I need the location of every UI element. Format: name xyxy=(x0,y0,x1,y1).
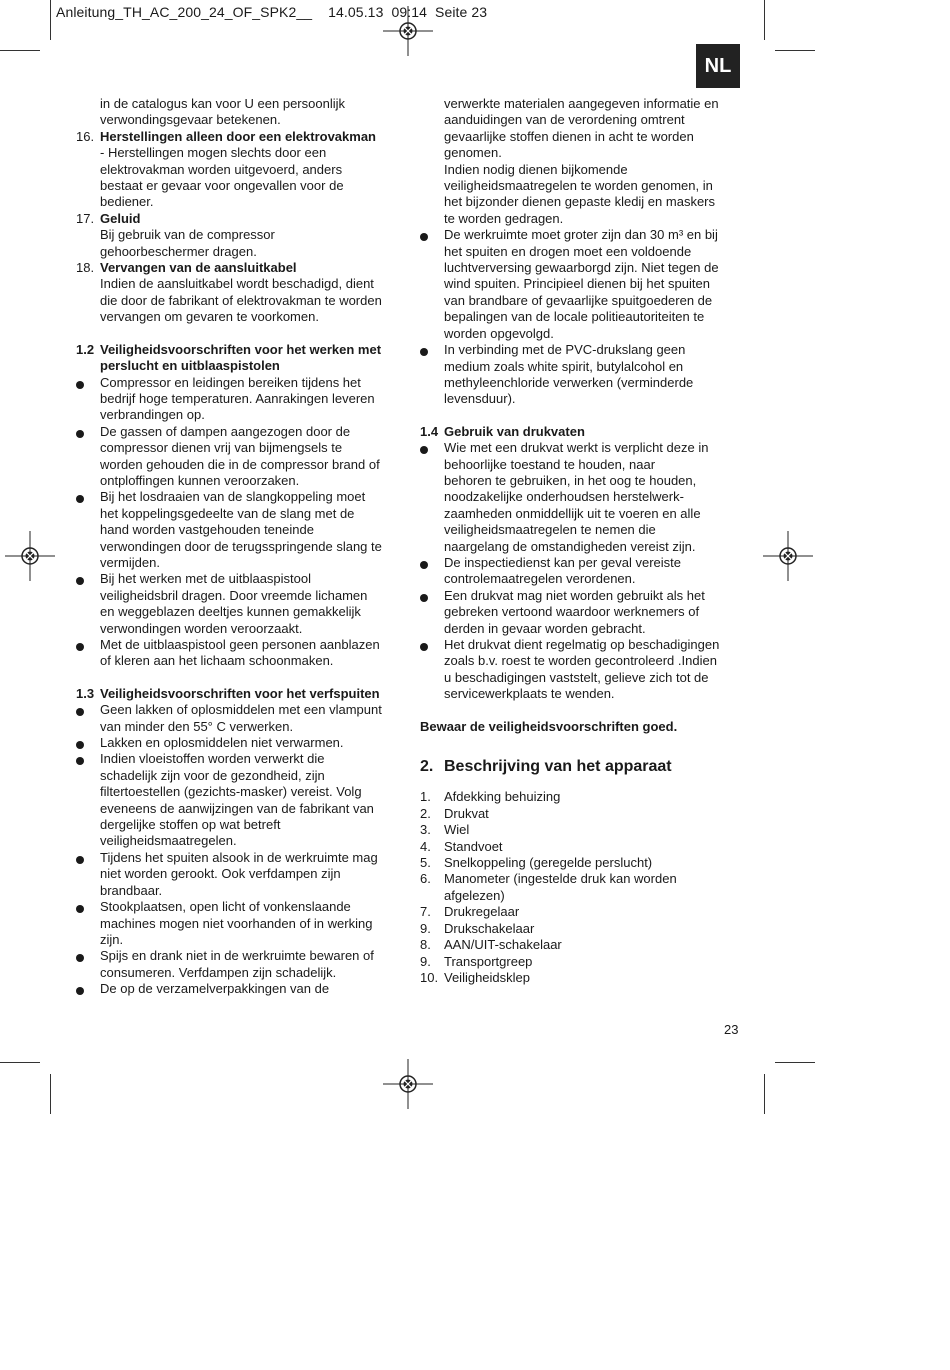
text-line: veiligheidsmaatregelen. xyxy=(100,833,237,849)
text-line: elektrovakman worden uitgevoerd, anders xyxy=(100,161,343,177)
text-line: of kleren aan het lichaam schoonmaken. xyxy=(100,653,334,669)
parts-list-item xyxy=(420,954,750,970)
text-line: naargelang de omstandigheden vereist zijn. xyxy=(444,538,696,554)
text-line: De op de verzamelverpakkingen van de xyxy=(100,981,330,997)
item-number: 9. xyxy=(420,953,431,969)
parts-list-item xyxy=(420,789,750,805)
item-title: Vervangen van de aansluitkabel xyxy=(100,260,297,276)
section-title: Gebruik van drukvaten xyxy=(444,423,585,439)
part-name: Drukregelaar xyxy=(444,904,520,920)
section-number: 1.2 xyxy=(76,341,95,357)
text-line: verwondingen door de terugsspringende slang te xyxy=(100,538,382,554)
text-line: Tijdens het spuiten alsook in de werkruimte mag xyxy=(100,849,378,865)
text-line: De werkruimte moet groter zijn dan 30 m³ en bij xyxy=(444,227,718,243)
text-line: bepalingen van de locale politieautoriteiten te xyxy=(444,309,705,325)
header-date: 14.05.13 xyxy=(328,4,384,20)
text-line: behoren te gebruiken, in het oog te houden, xyxy=(444,472,697,488)
text-line: verwondingsgevaar betekenen. xyxy=(100,112,281,128)
header-page-label: Seite 23 xyxy=(435,4,488,20)
item-number: 16. xyxy=(76,128,95,144)
text-line: schadelijk zijn voor de gezondheid, zijn xyxy=(100,767,325,783)
bullet-icon xyxy=(76,375,100,424)
text-line: Een drukvat mag niet worden gebruikt als het xyxy=(444,587,705,603)
text-line: eveneens de aanwijzingen van de fabrikant van xyxy=(100,800,374,816)
part-name: Wiel xyxy=(444,822,470,838)
text-line: bediener. xyxy=(100,194,154,210)
bullet-icon xyxy=(76,751,100,849)
part-name: Drukschakelaar xyxy=(444,920,535,936)
numbered-item xyxy=(76,129,396,211)
text-line: controlemaatregelen verordenen. xyxy=(444,571,636,587)
part-name: Veiligheidsklep xyxy=(444,969,531,985)
bullet-icon xyxy=(420,342,444,408)
bullet-icon xyxy=(76,735,100,751)
item-number: 5. xyxy=(420,855,431,871)
bullet-icon xyxy=(420,637,444,703)
bullet-item xyxy=(76,948,396,981)
text-line: Bij gebruik van de compressor xyxy=(100,227,275,243)
parts-list-item xyxy=(420,937,750,953)
bullet-icon xyxy=(76,571,100,637)
text-line: bestaat er gevaar voor ongevallen voor de xyxy=(100,178,344,194)
text-line: Stookplaatsen, open licht of vonkenslaande xyxy=(100,899,351,915)
page-number: 23 xyxy=(724,1022,739,1037)
text-line: niet worden gerookt. Ook verfdampen zijn xyxy=(100,866,341,882)
bullet-item xyxy=(76,702,396,735)
bullet-item xyxy=(420,637,750,703)
text-line: verbrandingen op. xyxy=(100,407,205,423)
parts-list-item xyxy=(420,839,750,855)
item-number: 8. xyxy=(420,937,431,953)
text-line: consumeren. Verfdampen zijn schadelijk. xyxy=(100,964,337,980)
text-line: vermijden. xyxy=(100,554,160,570)
bullet-icon xyxy=(420,227,444,342)
text-line: u beschadigingen vaststelt, gelieve zich tot de xyxy=(444,669,709,685)
registration-mark-icon xyxy=(383,1059,433,1109)
text-line: Compressor en leidingen bereiken tijdens het xyxy=(100,374,361,390)
text-line: Geen lakken of oplosmiddelen met een vlampunt xyxy=(100,702,382,718)
bullet-icon xyxy=(420,555,444,588)
numbered-item xyxy=(76,260,396,326)
text-line: verwerkte materialen aangegeven informatie en xyxy=(444,96,719,111)
bullet-icon xyxy=(76,948,100,981)
text-line: zijn. xyxy=(100,931,124,947)
continuation-paragraph xyxy=(420,96,750,227)
text-line: gevaarlijke stoffen dienen in acht te worden xyxy=(444,128,694,144)
section-heading-1-4 xyxy=(420,424,750,440)
parts-list-item xyxy=(420,855,750,871)
item-number: 6. xyxy=(420,871,431,887)
bullet-item xyxy=(420,440,750,555)
section-title: Beschrijving van het apparaat xyxy=(444,758,672,776)
item-number: 3. xyxy=(420,822,431,838)
text-line: medium zoals white spirit, butylalcohol en xyxy=(444,358,684,374)
text-line: Indien vloeistoffen worden verwerkt die xyxy=(100,751,325,767)
text-line: noodzakelijke onderhoudsen herstelwerk- xyxy=(444,489,684,505)
part-name: Afdekking behuizing xyxy=(444,789,561,805)
bullet-icon xyxy=(76,981,100,997)
text-line: worden opgevolgd. xyxy=(444,325,554,341)
crop-mark xyxy=(775,1062,815,1063)
text-line: het spuiten en drogen moet een voldoende xyxy=(444,243,692,259)
part-name: Drukvat xyxy=(444,805,489,821)
text-line: het bijzonder dienen gepaste kledij en maskers xyxy=(444,194,716,210)
part-name: afgelezen) xyxy=(444,887,505,903)
text-line: die door de fabrikant of elektrovakman te worden xyxy=(100,292,382,308)
text-line: het koppelingsgedeelte van de slang met de xyxy=(100,505,355,521)
part-name: Snelkoppeling (geregelde perslucht) xyxy=(444,855,653,871)
bullet-item xyxy=(76,899,396,948)
text-line: - Herstellingen mogen slechts door een xyxy=(100,145,327,161)
text-line: veiligheidsmaatregelen te worden genomen, in xyxy=(444,178,713,194)
bullet-icon xyxy=(420,588,444,637)
text-line: Wie met een drukvat werkt is verplicht deze in xyxy=(444,440,709,456)
bullet-item xyxy=(420,555,750,588)
section-heading-1-3 xyxy=(76,686,396,702)
crop-mark xyxy=(50,0,51,40)
text-line: Bij het werken met de uitblaaspistool xyxy=(100,571,312,587)
text-line: bedrijf hoge temperaturen. Aanrakingen leveren xyxy=(100,390,375,406)
text-line: ontploffingen kunnen veroorzaken. xyxy=(100,472,300,488)
left-column xyxy=(76,96,396,998)
bullet-item xyxy=(76,489,396,571)
text-line: gebreken vertoond waardoor werknemers of xyxy=(444,604,700,620)
section-number: 2. xyxy=(420,758,434,776)
text-line: veiligheidsbril dragen. Door vreemde lichamen xyxy=(100,587,368,603)
text-line: vervangen om gevaren te voorkomen. xyxy=(100,309,319,325)
bullet-icon xyxy=(420,440,444,555)
crop-mark xyxy=(0,1062,40,1063)
text-line: worden gehouden die in de compressor brand of xyxy=(100,456,380,472)
text-line: Lakken en oplosmiddelen niet verwarmen. xyxy=(100,735,344,751)
item-number: 7. xyxy=(420,904,431,920)
section-title: Veiligheidsvoorschriften voor het verfspuiten xyxy=(100,685,380,701)
parts-list-item xyxy=(420,822,750,838)
text-line: genomen. xyxy=(444,145,502,161)
text-line: in de catalogus kan voor U een persoonlijk xyxy=(100,96,345,111)
crop-mark xyxy=(50,1074,51,1114)
text-line: De inspectiedienst kan per geval vereiste xyxy=(444,554,682,570)
text-line: dergelijke stoffen op wat betreft xyxy=(100,817,281,833)
text-line: wind spuiten. Principieel dienen bij het spuiten xyxy=(444,276,710,292)
bullet-item xyxy=(76,751,396,849)
bullet-item xyxy=(420,227,750,342)
crop-mark xyxy=(764,1074,765,1114)
section-number: 1.3 xyxy=(76,685,95,701)
bullet-item xyxy=(76,424,396,490)
part-name: Manometer (ingestelde druk kan worden xyxy=(444,871,677,887)
parts-list-item xyxy=(420,806,750,822)
bullet-item xyxy=(76,735,396,751)
text-line: van minder den 55° C verwerken. xyxy=(100,718,294,734)
text-line: luchtverversing gewaarborgd zijn. Niet tegen de xyxy=(444,260,719,276)
part-name: Transportgreep xyxy=(444,953,533,969)
registration-mark-icon xyxy=(383,6,433,56)
text-line: Bij het losdraaien van de slangkoppeling moet xyxy=(100,489,366,505)
text-line: zoals b.v. roest te worden gecontroleerd .Indien xyxy=(444,653,717,669)
part-name: AAN/UIT-schakelaar xyxy=(444,937,562,953)
text-line: De gassen of dampen aangezogen door de xyxy=(100,423,351,439)
text-line: verwondingen worden veroorzaakt. xyxy=(100,620,303,636)
parts-list-item xyxy=(420,904,750,920)
item-number: 4. xyxy=(420,838,431,854)
header-time: 09:14 xyxy=(391,4,427,20)
item-title: Herstellingen alleen door een elektrovakman xyxy=(100,128,376,144)
bullet-item xyxy=(76,637,396,670)
text-line: zaamheden onmiddellijk uit te voeren en alle xyxy=(444,505,701,521)
bullet-item xyxy=(76,850,396,899)
item-number: 10. xyxy=(420,969,439,985)
text-line: Indien de aansluitkabel wordt beschadigd, dient xyxy=(100,276,374,292)
text-line: brandbaar. xyxy=(100,882,163,898)
text-line: van brandbare of gevaarlijke spuitgoederen de xyxy=(444,292,713,308)
bullet-item xyxy=(76,571,396,637)
text-line: levensduur). xyxy=(444,391,516,407)
crop-mark xyxy=(764,0,765,40)
text-line: derden in gevaar worden gebracht. xyxy=(444,620,646,636)
item-number: 2. xyxy=(420,805,431,821)
item-number: 18. xyxy=(76,260,95,276)
section-title-line: Veiligheidsvoorschriften voor het werken met xyxy=(100,341,382,357)
bullet-item xyxy=(76,375,396,424)
language-badge: NL xyxy=(696,44,740,88)
bullet-icon xyxy=(76,424,100,490)
text-line: machines mogen niet voorhanden of in werking xyxy=(100,915,373,931)
parts-list-item xyxy=(420,871,750,904)
crop-mark xyxy=(0,50,40,51)
text-line: hand worden vastgehouden teneinde xyxy=(100,522,314,538)
item-number: 17. xyxy=(76,210,95,226)
bullet-icon xyxy=(76,899,100,948)
part-name: Standvoet xyxy=(444,838,503,854)
section-title-line: perslucht en uitblaaspistolen xyxy=(100,358,280,374)
text-line: In verbinding met de PVC-drukslang geen xyxy=(444,342,686,358)
text-line: Het drukvat dient regelmatig op beschadigingen xyxy=(444,637,720,652)
section-number: 1.4 xyxy=(420,423,439,439)
section-heading-1-2 xyxy=(76,342,396,375)
text-line: Met de uitblaaspistool geen personen aanblazen xyxy=(100,637,380,652)
bullet-icon xyxy=(76,637,100,670)
parts-list-item xyxy=(420,970,750,986)
text-line: servicewerkplaats te wenden. xyxy=(444,686,615,702)
bullet-item xyxy=(420,588,750,637)
parts-list-item xyxy=(420,921,750,937)
registration-mark-icon xyxy=(763,531,813,581)
right-column xyxy=(420,96,750,986)
item-number: 1. xyxy=(420,789,431,805)
crop-mark xyxy=(775,50,815,51)
text-line: Indien nodig dienen bijkomende xyxy=(444,161,628,177)
text-line: methyleenchloride verwerken (verminderde xyxy=(444,374,694,390)
bullet-item xyxy=(420,342,750,408)
text-line: veiligheidsmaatregelen te nemen die xyxy=(444,522,656,538)
text-line: aanduidingen van de verordening omtrent xyxy=(444,112,685,128)
keep-instructions-note: Bewaar de veiligheidsvoorschriften goed. xyxy=(420,718,678,734)
header-filename: Anleitung_TH_AC_200_24_OF_SPK2__ xyxy=(56,4,313,20)
bullet-item xyxy=(76,981,396,997)
bullet-icon xyxy=(76,702,100,735)
text-line: filtertoestellen (gezichts-masker) vereist. Volg xyxy=(100,784,362,800)
item-title: Geluid xyxy=(100,210,141,226)
section-heading-2 xyxy=(420,759,750,775)
registration-mark-icon xyxy=(5,531,55,581)
text-line: Spijs en drank niet in de werkruimte bewaren of xyxy=(100,948,374,964)
text-line: compressor dienen vrij van bijmengsels te xyxy=(100,440,343,456)
numbered-item xyxy=(76,211,396,260)
bullet-icon xyxy=(76,489,100,571)
text-line: te worden gedragen. xyxy=(444,210,564,226)
text-line: behoorlijke toestand te houden, naar xyxy=(444,456,656,472)
text-line: en weggeblazen deeltjes kunnen gemakkelijk xyxy=(100,604,361,620)
text-line: gehoorbeschermer dragen. xyxy=(100,243,257,259)
intro-paragraph xyxy=(76,96,396,129)
item-number: 9. xyxy=(420,920,431,936)
bullet-icon xyxy=(76,850,100,899)
